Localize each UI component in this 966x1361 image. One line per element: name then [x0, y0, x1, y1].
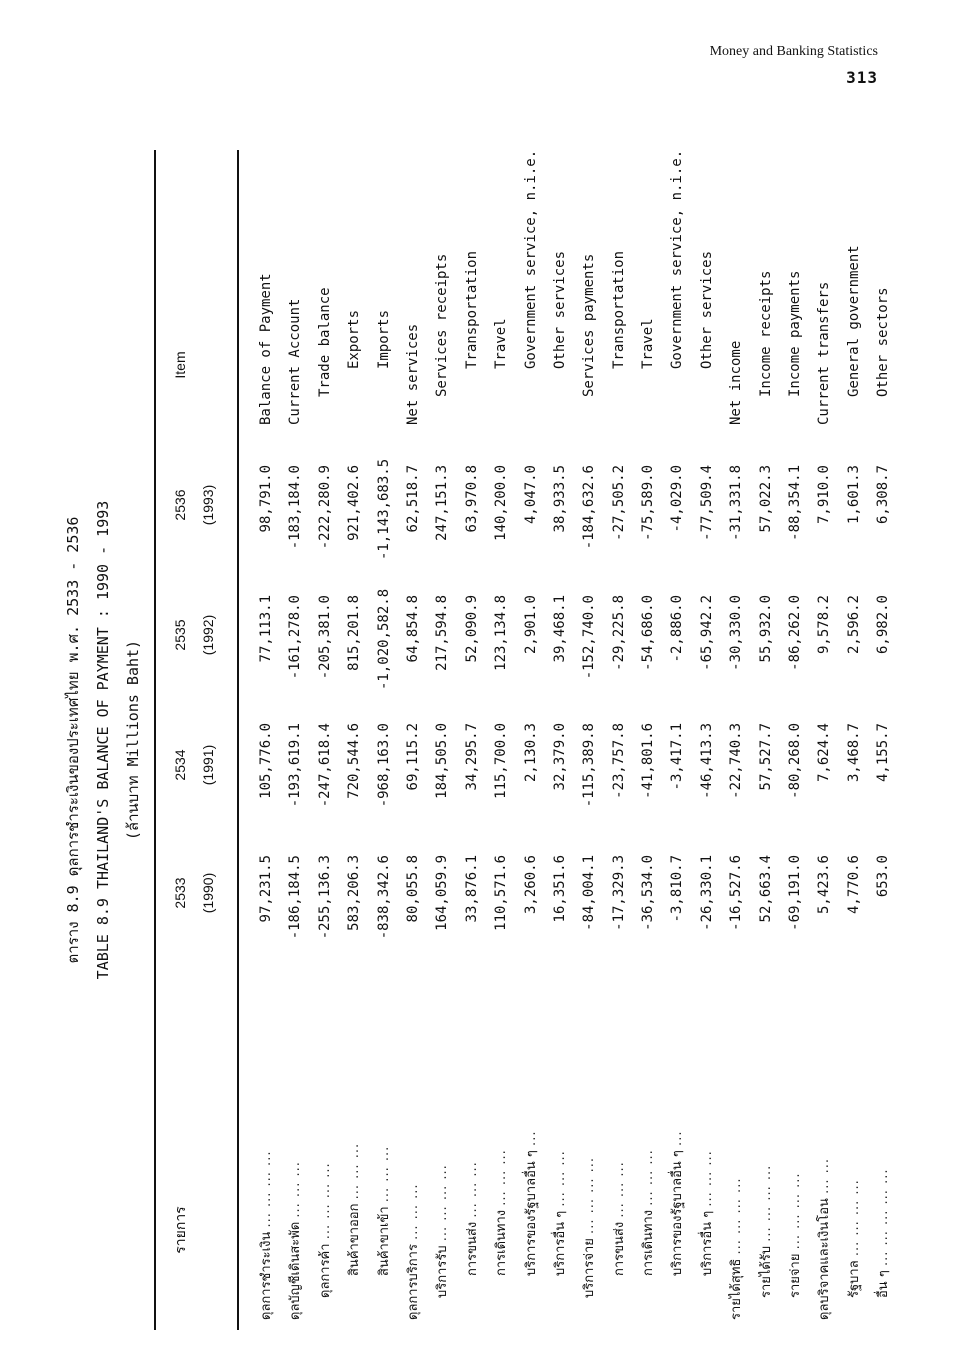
- header-year-1992: [166, 590, 222, 680]
- row-label-thai: [487, 906, 516, 1320]
- value-cell: 184,505.0: [434, 723, 451, 799]
- value-cell: -30,330.0: [728, 595, 745, 671]
- leader-dots: ... ... ...: [641, 1149, 657, 1206]
- row-label-thai-text: บริการอื่น ๆ: [699, 1210, 715, 1276]
- value-cell: -84,004.1: [581, 855, 598, 931]
- table-body: [252, 150, 899, 1330]
- value-cell: -152,740.0: [581, 595, 598, 680]
- value-cell: -183,184.0: [287, 465, 304, 550]
- row-label-thai-text: ดุลบัญชีเดินสะพัด: [288, 1221, 304, 1320]
- value-cell: -1,020,582.8: [375, 588, 392, 690]
- value-cell: 33,876.1: [463, 855, 480, 923]
- value-cell: 3,468.7: [845, 723, 862, 783]
- row-label-thai: [252, 950, 281, 1320]
- page-number: 313: [846, 68, 878, 87]
- table-top-rule: [154, 150, 156, 1330]
- value-cell: 6,308.7: [875, 465, 892, 525]
- row-label-english: Net income: [728, 340, 745, 425]
- leader-dots: ... ... ... ...: [758, 1164, 774, 1242]
- value-cell: -27,505.2: [610, 465, 627, 541]
- row-label-english: Income receipts: [757, 270, 774, 397]
- leader-dots: ... ... ... ...: [788, 1172, 804, 1250]
- row-label-thai: [428, 928, 457, 1320]
- value-cell: -184,632.6: [581, 465, 598, 550]
- row-label-thai-text: รายได้สุทธิ: [729, 1258, 745, 1320]
- leader-dots: ... ... ... ... ...: [876, 1168, 892, 1267]
- value-cell: 653.0: [875, 855, 892, 898]
- row-label-thai-text: บริการจ่าย: [582, 1238, 598, 1298]
- value-cell: 4,770.6: [845, 855, 862, 915]
- value-cell: -65,942.2: [698, 595, 715, 671]
- leader-dots: ... ... ...: [611, 1161, 627, 1218]
- table-row: [458, 150, 487, 1330]
- row-label-thai: [752, 928, 781, 1320]
- table-row: [810, 150, 839, 1330]
- table-row: [428, 150, 457, 1330]
- value-cell: -75,589.0: [640, 465, 657, 541]
- value-cell: 4,155.7: [875, 723, 892, 783]
- value-cell: -23,757.8: [610, 723, 627, 799]
- value-cell: -31,331.8: [728, 465, 745, 541]
- table-row: [840, 150, 869, 1330]
- value-cell: -222,280.9: [316, 465, 333, 550]
- value-cell: -41,801.6: [640, 723, 657, 799]
- table-row: [575, 150, 604, 1330]
- row-label-thai-text: การเดินทาง: [641, 1209, 657, 1276]
- table-row: [487, 150, 516, 1330]
- table-row: [252, 150, 281, 1330]
- header-year-ce: (1992): [200, 614, 216, 656]
- row-label-english: Current transfers: [816, 281, 833, 425]
- value-cell: -193,619.1: [287, 723, 304, 808]
- row-label-english: Net services: [404, 323, 421, 425]
- leader-dots: ...: [670, 1130, 686, 1146]
- value-cell: -69,191.0: [787, 855, 804, 931]
- row-label-thai-text: ดุลการชำระเงิน: [259, 1231, 274, 1320]
- value-cell: -2,886.0: [669, 595, 686, 663]
- leader-dots: ... ... ...: [347, 1142, 363, 1200]
- value-cell: 77,113.1: [258, 595, 274, 663]
- row-label-english: Imports: [375, 309, 392, 369]
- table-row: [605, 150, 634, 1330]
- leader-dots: ... ... ...: [699, 1150, 715, 1207]
- value-cell: 64,854.8: [404, 595, 421, 663]
- value-cell: -16,527.6: [728, 855, 745, 931]
- row-label-english: Income payments: [787, 270, 804, 397]
- row-label-thai: [840, 928, 869, 1320]
- value-cell: -115,389.8: [581, 723, 598, 808]
- row-label-thai: [458, 906, 487, 1320]
- row-label-english: Services receipts: [434, 253, 451, 397]
- row-label-english: Transportation: [463, 250, 480, 369]
- table-titles: [58, 150, 148, 1330]
- row-label-thai-text: อื่น ๆ: [876, 1270, 892, 1298]
- row-label-thai-text: การขนส่ง: [464, 1221, 480, 1276]
- leader-dots: ... ... ... ...: [317, 1162, 333, 1240]
- value-cell: -205,381.0: [316, 595, 333, 680]
- row-label-thai-text: บริการรับ: [435, 1245, 451, 1298]
- header-year-1991: [166, 720, 222, 810]
- value-cell: 164,059.9: [434, 855, 451, 931]
- value-cell: 55,932.0: [757, 595, 774, 663]
- row-label-thai-text: การขนส่ง: [611, 1221, 627, 1276]
- row-label-thai: [340, 906, 369, 1320]
- value-cell: -46,413.3: [698, 723, 715, 799]
- table-row: [869, 150, 898, 1330]
- row-label-english: Other sectors: [875, 287, 892, 397]
- value-cell: 583,206.3: [346, 855, 363, 931]
- value-cell: 3,260.6: [522, 855, 539, 915]
- row-label-thai-text: ดุลบริจาคและเงินโอน: [817, 1198, 833, 1320]
- header-year-ce: (1991): [200, 744, 216, 786]
- table-row: [663, 150, 692, 1330]
- table-row: [722, 150, 751, 1330]
- leader-dots: ... ... ...: [464, 1161, 480, 1218]
- value-cell: 4,047.0: [522, 465, 539, 525]
- value-cell: -161,278.0: [287, 595, 304, 680]
- leader-dots: ... ... ... ...: [846, 1179, 862, 1257]
- value-cell: 57,527.7: [757, 723, 774, 791]
- value-cell: 7,910.0: [816, 465, 833, 525]
- value-cell: -86,262.0: [787, 595, 804, 671]
- row-label-thai-text: บริการของรัฐบาลอื่น ๆ: [670, 1150, 686, 1276]
- rotated-table-page: [40, 150, 920, 1330]
- value-cell: 69,115.2: [404, 723, 421, 791]
- row-label-thai-text: รายจ่าย: [788, 1253, 804, 1298]
- row-label-thai: [517, 906, 546, 1320]
- value-cell: -80,268.0: [787, 723, 804, 799]
- value-cell: 2,596.2: [845, 595, 862, 655]
- value-cell: 97,231.5: [258, 855, 274, 923]
- row-label-english: General government: [845, 245, 862, 397]
- value-cell: 921,402.6: [346, 465, 363, 541]
- row-label-english: Services payments: [581, 253, 598, 397]
- row-label-thai: [634, 906, 663, 1320]
- value-cell: 115,700.0: [493, 723, 510, 799]
- row-label-thai-text: การเดินทาง: [494, 1209, 510, 1276]
- row-label-thai: [399, 950, 428, 1320]
- row-label-thai-text: ดุลการบริการ: [405, 1244, 421, 1320]
- value-cell: 140,200.0: [493, 465, 510, 541]
- value-cell: -3,417.1: [669, 723, 686, 791]
- leader-dots: ... ... ...: [376, 1145, 392, 1203]
- value-cell: 63,970.8: [463, 465, 480, 533]
- value-cell: 9,578.2: [816, 595, 833, 655]
- value-cell: 52,663.4: [757, 855, 774, 923]
- row-label-thai: [663, 906, 692, 1320]
- header-item: Item: [172, 351, 188, 379]
- value-cell: 6,982.0: [875, 595, 892, 655]
- header-year-1990: [166, 848, 222, 938]
- row-label-thai-text: รายได้รับ: [758, 1245, 774, 1298]
- value-cell: 217,594.8: [434, 595, 451, 671]
- row-label-english: Transportation: [610, 250, 627, 369]
- value-cell: -77,509.4: [698, 465, 715, 541]
- table-header-rule: [237, 150, 239, 1330]
- value-cell: -968,163.0: [375, 723, 392, 808]
- leader-dots: ... ... ...: [405, 1183, 421, 1240]
- running-head: Money and Banking Statistics: [709, 44, 878, 59]
- value-cell: -88,354.1: [787, 465, 804, 541]
- leader-dots: ... ... ...: [288, 1161, 304, 1218]
- leader-dots: ... ... ... ...: [729, 1177, 745, 1255]
- value-cell: -36,534.0: [640, 855, 657, 931]
- table-row: [399, 150, 428, 1330]
- value-cell: -22,740.3: [728, 723, 745, 799]
- header-year-be: 2533: [172, 877, 188, 909]
- value-cell: 57,022.3: [757, 465, 774, 533]
- row-label-english: Government service, n.i.e.: [669, 149, 686, 369]
- value-cell: -838,342.6: [375, 855, 392, 940]
- row-label-thai: [781, 928, 810, 1320]
- leader-dots: ... ... ...: [552, 1150, 568, 1207]
- header-year-be: 2534: [172, 749, 188, 781]
- value-cell: 247,151.3: [434, 465, 451, 541]
- row-label-thai-text: บริการของรัฐบาลอื่น ๆ: [523, 1150, 539, 1276]
- row-label-english: Trade balance: [316, 287, 333, 397]
- value-cell: -54,686.0: [640, 595, 657, 671]
- header-year-ce: (1993): [200, 484, 216, 526]
- value-cell: -1,143,683.5: [375, 458, 392, 560]
- table-row: [752, 150, 781, 1330]
- value-cell: -247,618.4: [316, 723, 333, 808]
- row-label-thai-text: บริการอื่น ๆ: [552, 1210, 568, 1276]
- table-row: [693, 150, 722, 1330]
- header-label-thai: รายการ: [172, 1206, 188, 1254]
- row-label-thai-text: รัฐบาล: [846, 1260, 862, 1298]
- table-row: [281, 150, 310, 1330]
- value-cell: 80,055.8: [404, 855, 421, 923]
- row-label-english: Current Account: [287, 298, 304, 425]
- header-year-be: 2535: [172, 619, 188, 651]
- value-cell: 32,379.0: [551, 723, 568, 791]
- value-cell: 34,295.7: [463, 723, 480, 791]
- table-row: [340, 150, 369, 1330]
- leader-dots: ... ... ... ...: [259, 1150, 274, 1228]
- page-header: [710, 44, 878, 87]
- value-cell: 38,933.5: [551, 465, 568, 533]
- value-cell: 5,423.6: [816, 855, 833, 915]
- table-row: [546, 150, 575, 1330]
- value-cell: 39,468.1: [551, 595, 568, 663]
- table-title-thai: ตาราง 8.9 ดุลการชำระเงินของประเทศไทย พ.ศ. 2533 - 2536: [64, 516, 82, 964]
- row-label-thai-text: สินค้าขาออก: [347, 1203, 363, 1276]
- row-label-thai: [605, 906, 634, 1320]
- row-label-thai: [722, 950, 751, 1320]
- leader-dots: ...: [523, 1130, 539, 1146]
- value-cell: 815,201.8: [346, 595, 363, 671]
- value-cell: 2,130.3: [522, 723, 539, 783]
- header-year-1993: [166, 460, 222, 550]
- table-unit: (ล้านบาท Millions Baht): [124, 639, 142, 841]
- row-label-thai: [693, 906, 722, 1320]
- row-label-thai: [575, 928, 604, 1320]
- row-label-thai: [546, 906, 575, 1320]
- value-cell: 110,571.6: [493, 855, 510, 931]
- table-header-row: [166, 150, 226, 1330]
- value-cell: 720,544.6: [346, 723, 363, 799]
- value-cell: 105,776.0: [258, 723, 274, 799]
- row-label-thai: [311, 928, 340, 1320]
- row-label-thai: [370, 906, 399, 1320]
- value-cell: 16,351.6: [551, 855, 568, 923]
- leader-dots: ... ... ... ...: [582, 1156, 598, 1234]
- row-label-english: Travel: [640, 318, 657, 369]
- row-label-english: Travel: [493, 318, 510, 369]
- value-cell: 62,518.7: [404, 465, 421, 533]
- row-label-thai: [869, 928, 898, 1320]
- value-cell: 98,791.0: [258, 465, 274, 533]
- value-cell: 1,601.3: [845, 465, 862, 525]
- table-title-english: TABLE 8.9 THAILAND'S BALANCE OF PAYMENT : 1990 - 1993: [94, 500, 112, 980]
- value-cell: 7,624.4: [816, 723, 833, 783]
- header-year-be: 2536: [172, 489, 188, 521]
- value-cell: -186,184.5: [287, 855, 304, 940]
- row-label-thai: [281, 950, 310, 1320]
- table-row: [311, 150, 340, 1330]
- row-label-english: Balance of Payment: [258, 273, 274, 425]
- row-label-english: Government service, n.i.e.: [522, 149, 539, 369]
- value-cell: -17,329.3: [610, 855, 627, 931]
- row-label-thai-text: ดุลการค้า: [317, 1243, 333, 1298]
- table-row: [634, 150, 663, 1330]
- value-cell: 52,090.9: [463, 595, 480, 663]
- row-label-thai: [810, 950, 839, 1320]
- header-year-ce: (1990): [200, 872, 216, 914]
- row-label-english: Other services: [551, 250, 568, 369]
- leader-dots: ... ...: [817, 1157, 833, 1194]
- value-cell: -4,029.0: [669, 465, 686, 533]
- value-cell: 2,901.0: [522, 595, 539, 655]
- row-label-english: Exports: [346, 309, 363, 369]
- leader-dots: ... ... ... ...: [435, 1164, 451, 1242]
- value-cell: -255,136.3: [316, 855, 333, 940]
- leader-dots: ... ... ...: [494, 1149, 510, 1206]
- table-row: [781, 150, 810, 1330]
- value-cell: -29,225.8: [610, 595, 627, 671]
- value-cell: 123,134.8: [493, 595, 510, 671]
- row-label-english: Other services: [698, 250, 715, 369]
- value-cell: -3,810.7: [669, 855, 686, 923]
- table-row: [517, 150, 546, 1330]
- table-row: [370, 150, 399, 1330]
- value-cell: -26,330.1: [698, 855, 715, 931]
- row-label-thai-text: สินค้าขาเข้า: [376, 1206, 392, 1276]
